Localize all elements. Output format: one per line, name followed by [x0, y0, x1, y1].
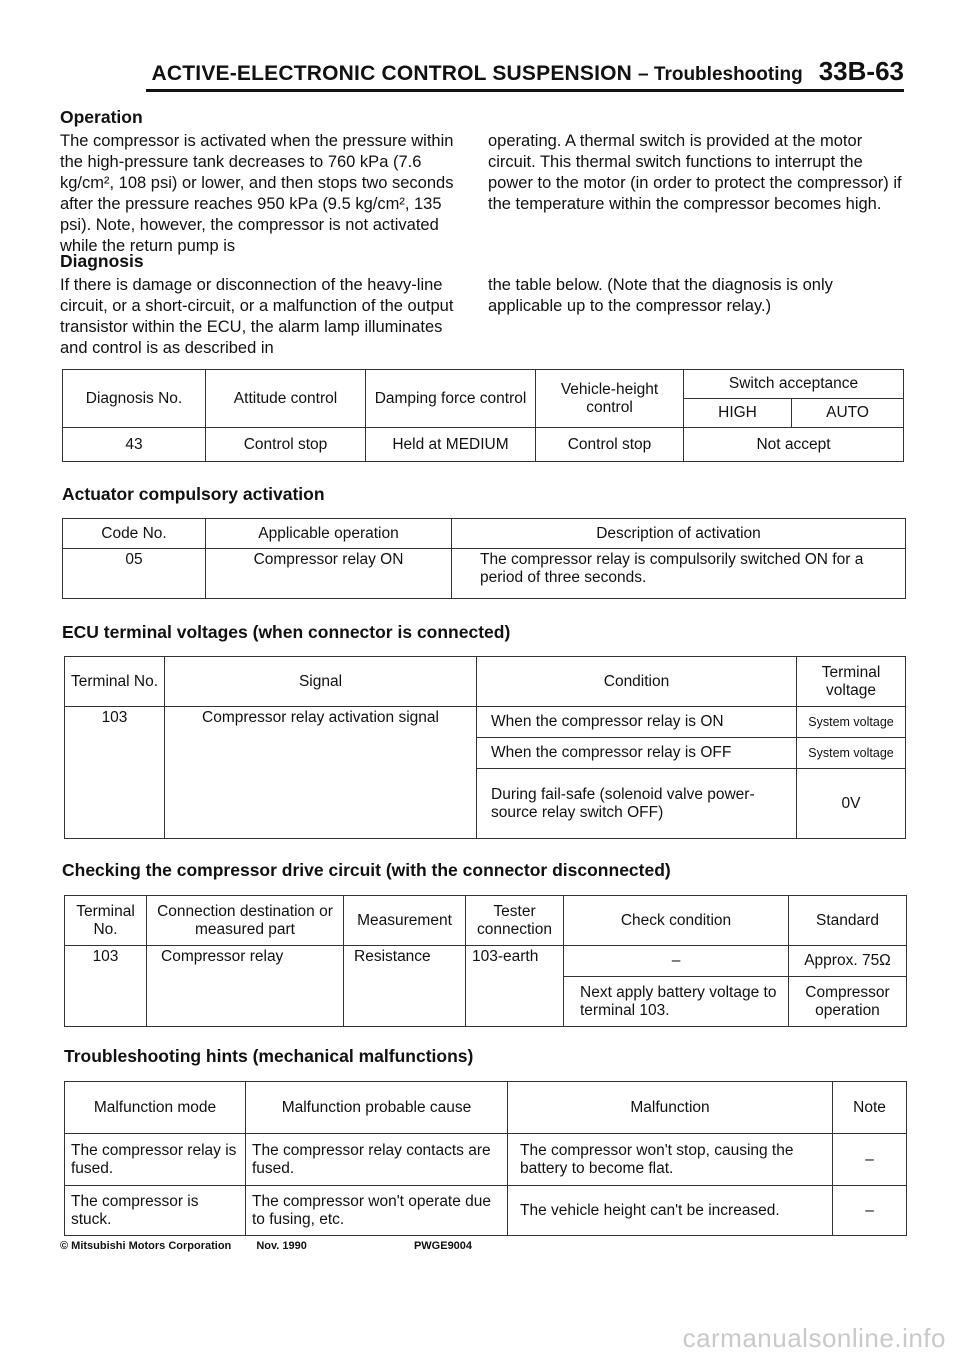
publication-code: PWGE9004	[413, 1240, 473, 1252]
table-row	[65, 707, 906, 738]
col-header: Switch acceptance	[684, 370, 904, 399]
table-cell: –	[564, 946, 789, 977]
col-header: Note	[833, 1082, 907, 1134]
table-cell: 0V	[797, 769, 906, 839]
hints-heading: Troubleshooting hints (mechanical malfunctions)	[64, 1046, 474, 1066]
actuator-table	[62, 518, 906, 599]
col-header: Tester connection	[466, 896, 564, 946]
table-cell: The compressor relay contacts are fused.	[246, 1134, 508, 1186]
check-heading: Checking the compressor drive circuit (with the connector disconnected)	[62, 860, 671, 880]
col-header: Check condition	[564, 896, 789, 946]
hints-table	[64, 1081, 907, 1236]
table-cell: Next apply battery voltage to terminal 103.	[564, 977, 789, 1027]
table-cell: Not accept	[684, 428, 904, 462]
check-table	[64, 895, 907, 1027]
col-header: Attitude control	[206, 370, 366, 428]
table-cell: Compressor relay ON	[206, 549, 452, 599]
col-header: Terminal voltage	[797, 657, 906, 707]
table-cell: Control stop	[206, 428, 366, 462]
watermark: carmanualsonline.info	[682, 1323, 946, 1353]
table-cell: The compressor relay is compulsorily switched ON for a period of three seconds.	[452, 549, 906, 599]
subsection-title: – Troubleshooting	[638, 64, 803, 85]
col-header: Vehicle-height control	[536, 370, 684, 428]
table-cell: The compressor won't operate due to fusing, etc.	[246, 1186, 508, 1236]
operation-heading: Operation	[60, 107, 143, 127]
table-row	[65, 1186, 907, 1236]
table-cell: Control stop	[536, 428, 684, 462]
table-cell: The compressor relay is fused.	[65, 1134, 246, 1186]
col-header: Malfunction probable cause	[246, 1082, 508, 1134]
col-header: Signal	[165, 657, 477, 707]
table-row	[63, 549, 906, 599]
table-cell: When the compressor relay is OFF	[477, 738, 797, 769]
col-header: Diagnosis No.	[63, 370, 206, 428]
running-head	[146, 56, 904, 92]
table-cell: When the compressor relay is ON	[477, 707, 797, 738]
table-cell: Held at MEDIUM	[366, 428, 536, 462]
col-header: Description of activation	[452, 519, 906, 549]
diagnosis-text-col1: If there is damage or disconnection of the heavy-line circuit, or a short-circuit, or a malfunction of the output transistor within the ECU, the alarm lamp illuminates and control is as described in	[60, 276, 454, 357]
actuator-heading: Actuator compulsory activation	[62, 484, 325, 504]
col-header: Malfunction mode	[65, 1082, 246, 1134]
col-header: Measurement	[344, 896, 466, 946]
section-title: ACTIVE-ELECTRONIC CONTROL SUSPENSION	[151, 62, 633, 85]
table-row	[63, 428, 904, 462]
table-row	[65, 1134, 907, 1186]
ecu-table	[64, 656, 906, 839]
col-header: Standard	[789, 896, 907, 946]
table-cell: Compressor relay	[147, 946, 344, 1027]
table-cell: 05	[63, 549, 206, 599]
page-footer	[60, 1240, 472, 1252]
table-cell: Approx. 75Ω	[789, 946, 907, 977]
table-cell: –	[833, 1186, 907, 1236]
table-cell: During fail-safe (solenoid valve power-source relay switch OFF)	[477, 769, 797, 839]
col-header: Damping force control	[366, 370, 536, 428]
table-cell: 103	[65, 707, 165, 839]
col-header: Terminal No.	[65, 896, 147, 946]
col-header: Terminal No.	[65, 657, 165, 707]
col-header: Condition	[477, 657, 797, 707]
table-cell: The compressor is stuck.	[65, 1186, 246, 1236]
col-header: Connection destination or measured part	[147, 896, 344, 946]
table-cell: –	[833, 1134, 907, 1186]
table-row	[65, 946, 907, 977]
col-header: Malfunction	[508, 1082, 833, 1134]
operation-text-col2: operating. A thermal switch is provided at the motor circuit. This thermal switch functions to interrupt the power to the motor (in order to protect the compressor) if the temperature within the compressor becomes high.	[488, 132, 902, 213]
table-cell: Compressor relay activation signal	[165, 707, 477, 839]
diagnosis-heading: Diagnosis	[60, 251, 144, 271]
table-cell: System voltage	[797, 738, 906, 769]
ecu-heading: ECU terminal voltages (when connector is connected)	[62, 622, 511, 642]
publication-date: Nov. 1990	[256, 1240, 307, 1252]
operation-text-col1: The compressor is activated when the pressure within the high-pressure tank decreases to 760 kPa (7.6 kg/cm², 108 psi) or lower, and then stops two seconds after the pressure reaches 950 kPa (9.5 kg/cm², 135 psi). Note, however, the compressor is not activated while the return pump is	[60, 132, 454, 255]
table-cell: Resistance	[344, 946, 466, 1027]
page-number: 33B-63	[818, 56, 904, 86]
col-header: Code No.	[63, 519, 206, 549]
table-cell: The compressor won't stop, causing the battery to become flat.	[508, 1134, 833, 1186]
table-cell: 103-earth	[466, 946, 564, 1027]
copyright: © Mitsubishi Motors Corporation	[60, 1240, 232, 1252]
diagnosis-table	[62, 369, 904, 462]
diagnosis-text-col2: the table below. (Note that the diagnosis is only applicable up to the compressor relay.)	[488, 276, 833, 315]
table-cell: The vehicle height can't be increased.	[508, 1186, 833, 1236]
table-cell: Compressor operation	[789, 977, 907, 1027]
table-cell: 103	[65, 946, 147, 1027]
table-cell: 43	[63, 428, 206, 462]
table-cell: System voltage	[797, 707, 906, 738]
col-header: AUTO	[792, 399, 904, 428]
col-header: Applicable operation	[206, 519, 452, 549]
col-header: HIGH	[684, 399, 792, 428]
